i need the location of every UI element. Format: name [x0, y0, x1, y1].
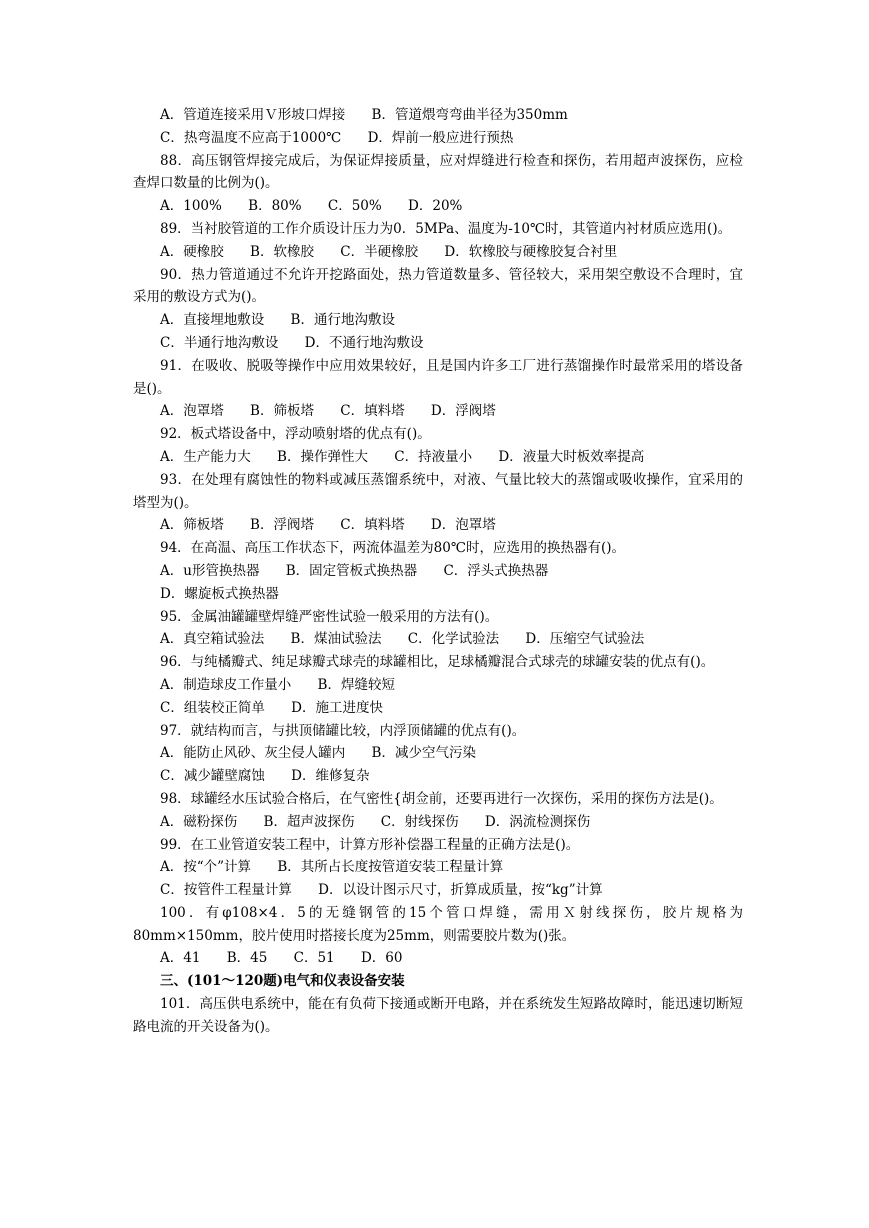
option-a: A．筛板塔: [160, 517, 224, 534]
question-100: 100．有φ108×4．5的无缝钢管的15个管口焊缝，需用Ｘ射线探伤，胶片规格为80mm×150mm，胶片使用时搭接长度为25mm，则需要胶片数为()张。: [133, 904, 743, 944]
option-c: C．浮头式换热器: [443, 562, 549, 579]
question-94-options: [133, 583, 743, 606]
options-row: [133, 104, 743, 127]
question-98-options: [133, 811, 743, 834]
question-92: 92．板式塔设备中，浮动喷射塔的优点有()。: [160, 426, 431, 443]
question-99-options: [133, 879, 743, 902]
question-101: 101．高压供电系统中，能在有负荷下接通或断开电路，并在系统发生短路故障时，能迅速切断短路电流的开关设备为()。: [133, 996, 743, 1035]
option-c: C．填料塔: [340, 517, 405, 534]
option-b: B．软橡胶: [250, 243, 314, 260]
question-89-options: [133, 241, 743, 264]
option-b: B．45: [226, 950, 268, 967]
option-d: D．螺旋板式换热器: [160, 585, 279, 602]
option-c: C．50%: [327, 198, 382, 215]
question-97: 97．就结构而言，与拱顶储罐比较，内浮顶储罐的优点有()。: [160, 722, 526, 739]
option-a: A．真空箱试验法: [160, 631, 265, 648]
option-d: D．不通行地沟敷设: [304, 334, 424, 351]
question-90-options: [133, 332, 743, 355]
option-d: D．压缩空气试验法: [525, 631, 645, 648]
option-a: A．41: [160, 950, 201, 967]
option-c: C．射线探伤: [380, 813, 459, 830]
option-a: A．能防止风砂、灰尘侵人罐内: [160, 745, 346, 762]
question-90-options: [133, 309, 743, 332]
question-96-options: [133, 697, 743, 720]
option-c: C．51: [293, 950, 335, 967]
option-a: A．u形管换热器: [160, 562, 260, 579]
option-c: C．填料塔: [340, 403, 405, 420]
option-b: B．通行地沟敷设: [290, 312, 395, 329]
option-d: D．维修复杂: [291, 768, 370, 785]
document-body: [133, 104, 743, 1039]
option-d: D．泡罩塔: [430, 517, 496, 534]
question-97-options: [133, 742, 743, 765]
option-d: D．施工进度快: [291, 699, 383, 716]
question-98: 98．球罐经水压试验合格后，在气密性{胡佥前，还要再进行一次探伤，采用的探伤方法是()。: [160, 790, 723, 807]
option-d: D．以设计图示尺寸，折算成质量，按“kg”计算: [318, 882, 603, 899]
option-b: B．筛板塔: [250, 403, 314, 420]
option-b: B．煤油试验法: [290, 631, 382, 648]
option-d: D．焊前一般应进行预热: [367, 129, 514, 146]
question-96: 96．与纯橘瓣式、纯足球瓣式球壳的球罐相比，足球橘瓣混合式球壳的球罐安装的优点有()。: [160, 654, 715, 671]
option-a: A．硬橡胶: [160, 243, 224, 260]
question-96-options: [133, 674, 743, 697]
option-a: A．按“个”计算: [160, 859, 252, 876]
option-c: C．减少罐壁腐蚀: [160, 768, 265, 785]
question-99-options: [133, 856, 743, 879]
option-c: C．热弯温度不应高于1000℃: [160, 129, 342, 146]
option-b: B．焊缝较短: [317, 676, 395, 693]
option-a: A．100%: [160, 198, 222, 215]
question-97-options: [133, 765, 743, 788]
option-b: B．操作弹性大: [277, 448, 368, 465]
option-a: A．磁粉探伤: [160, 813, 238, 830]
option-c: C．按管件工程量计算: [160, 882, 292, 899]
option-c: C．化学试验法: [407, 631, 500, 648]
option-b: B．浮阀塔: [250, 517, 314, 534]
option-a: A．直接埋地敷设: [160, 312, 265, 329]
question-91-options: [133, 400, 743, 423]
options-row: [133, 127, 743, 150]
option-a: A．生产能力大: [160, 448, 251, 465]
option-d: D．浮阀塔: [430, 403, 496, 420]
question-92-options: [133, 446, 743, 469]
option-b: B．超声波探伤: [263, 813, 355, 830]
question-95: 95．金属油罐罐壁焊缝严密性试验一般采用的方法有()。: [160, 608, 499, 625]
question-93-options: [133, 514, 743, 537]
option-b: B．固定管板式换热器: [285, 562, 418, 579]
option-b: B．管道煨弯弯曲半径为350mm: [371, 107, 568, 123]
option-c: C．组装校正简单: [160, 699, 265, 716]
option-a: A．制造球皮工作量小: [160, 676, 292, 693]
question-99: 99．在工业管道安装工程中，计算方形补偿器工程量的正确方法是()。: [160, 836, 580, 853]
option-b: B．减少空气污染: [371, 745, 476, 762]
option-c: C．半硬橡胶: [340, 243, 419, 260]
option-d: D．软橡胶与硬橡胶复合衬里: [444, 243, 618, 260]
option-d: D．20%: [408, 198, 463, 215]
question-94-options: [133, 560, 743, 583]
question-95-options: [133, 628, 743, 651]
question-93: 93．在处理有腐蚀性的物料或减压蒸馏系统中，对液、气量比较大的蒸馏或吸收操作，宜采用的塔型为()。: [133, 471, 743, 511]
option-d: D．液量大时板效率提高: [498, 448, 645, 465]
option-d: D．涡流检测探伤: [484, 813, 591, 830]
option-a: A．管道连接采用Ｖ形坡口焊接: [160, 107, 346, 123]
question-88: 88．高压钢管焊接完成后，为保证焊接质量，应对焊缝进行检查和探伤，若用超声波探伤，应检查焊口数量的比例为()。: [133, 152, 743, 192]
question-94: 94．在高温、高压工作状态下，两流体温差为80℃时，应选用的换热器有()。: [160, 540, 625, 557]
question-88-options: [133, 195, 743, 218]
option-c: C．持液量小: [394, 448, 473, 465]
question-100-options: [133, 947, 743, 970]
option-d: D．60: [360, 950, 403, 967]
option-c: C．半通行地沟敷设: [160, 334, 279, 351]
section-heading: 三、(101～120题)电气和仪表设备安装: [160, 973, 405, 990]
option-a: A．泡罩塔: [160, 403, 224, 420]
option-b: B．80%: [248, 198, 302, 215]
option-b: B．其所占长度按管道安装工程量计算: [277, 859, 504, 876]
question-91: 91．在吸收、脱吸等操作中应用效果较好，且是国内许多工厂进行蒸馏操作时最常采用的塔设备是()。: [133, 357, 743, 397]
question-90: 90．热力管道通过不允许开挖路面处，热力管道数量多、管径较大，采用架空敷设不合理时，宜采用的敷设方式为()。: [133, 266, 743, 306]
question-89: 89．当衬胶管道的工作介质设计压力为0．5MPa、温度为-10℃时，其管道内衬材质应选用()。: [160, 220, 732, 237]
